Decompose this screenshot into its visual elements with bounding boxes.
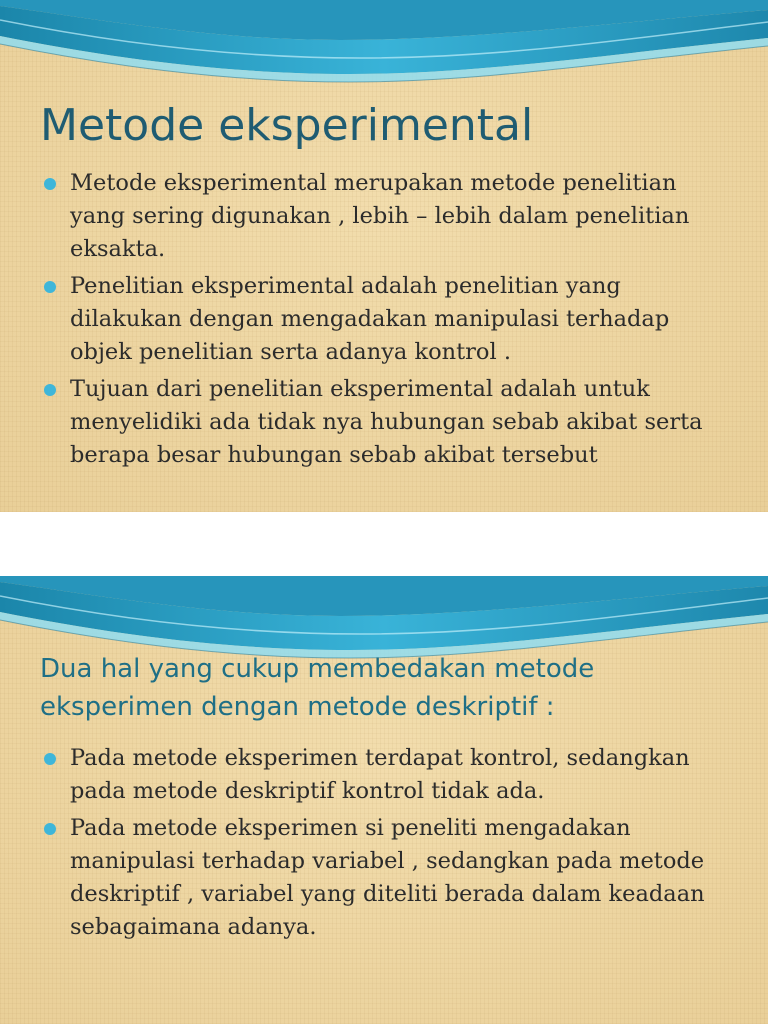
bullet-dot-icon (44, 281, 56, 293)
bullet-text: Tujuan dari penelitian eksperimental adalah untuk menyelidiki ada tidak nya hubungan sebab akibat serta berapa besar hubungan sebab akibat tersebut (70, 376, 703, 468)
list-item (44, 373, 734, 472)
list-item (44, 742, 734, 808)
bullet-dot-icon (44, 753, 56, 765)
list-item (44, 812, 734, 944)
bullet-list (44, 742, 734, 948)
list-item (44, 270, 734, 369)
bullet-dot-icon (44, 178, 56, 190)
bullet-dot-icon (44, 823, 56, 835)
list-item (44, 167, 734, 266)
bullet-text: Penelitian eksperimental adalah penelitian yang dilakukan dengan mengadakan manipulasi terhadap objek penelitian serta adanya kontrol . (70, 273, 670, 365)
slide-title: Metode eksperimental (40, 100, 534, 151)
bullet-text: Metode eksperimental merupakan metode penelitian yang sering digunakan , lebih – lebih dalam penelitian eksakta. (70, 170, 690, 262)
slide-title: Dua hal yang cukup membedakan metode eksperimen dengan metode deskriptif : (40, 654, 595, 722)
slide-2 (0, 576, 768, 1024)
slide-gap (0, 512, 768, 576)
bullet-list (44, 167, 734, 476)
wave-banner (0, 0, 768, 86)
bullet-text: Pada metode eksperimen si peneliti mengadakan manipulasi terhadap variabel , sedangkan pada metode deskriptif , variabel yang diteliti berada dalam keadaan sebagaimana adanya. (70, 815, 705, 940)
bullet-dot-icon (44, 384, 56, 396)
bullet-text: Pada metode eksperimen terdapat kontrol, sedangkan pada metode deskriptif kontrol tidak ada. (70, 745, 690, 804)
